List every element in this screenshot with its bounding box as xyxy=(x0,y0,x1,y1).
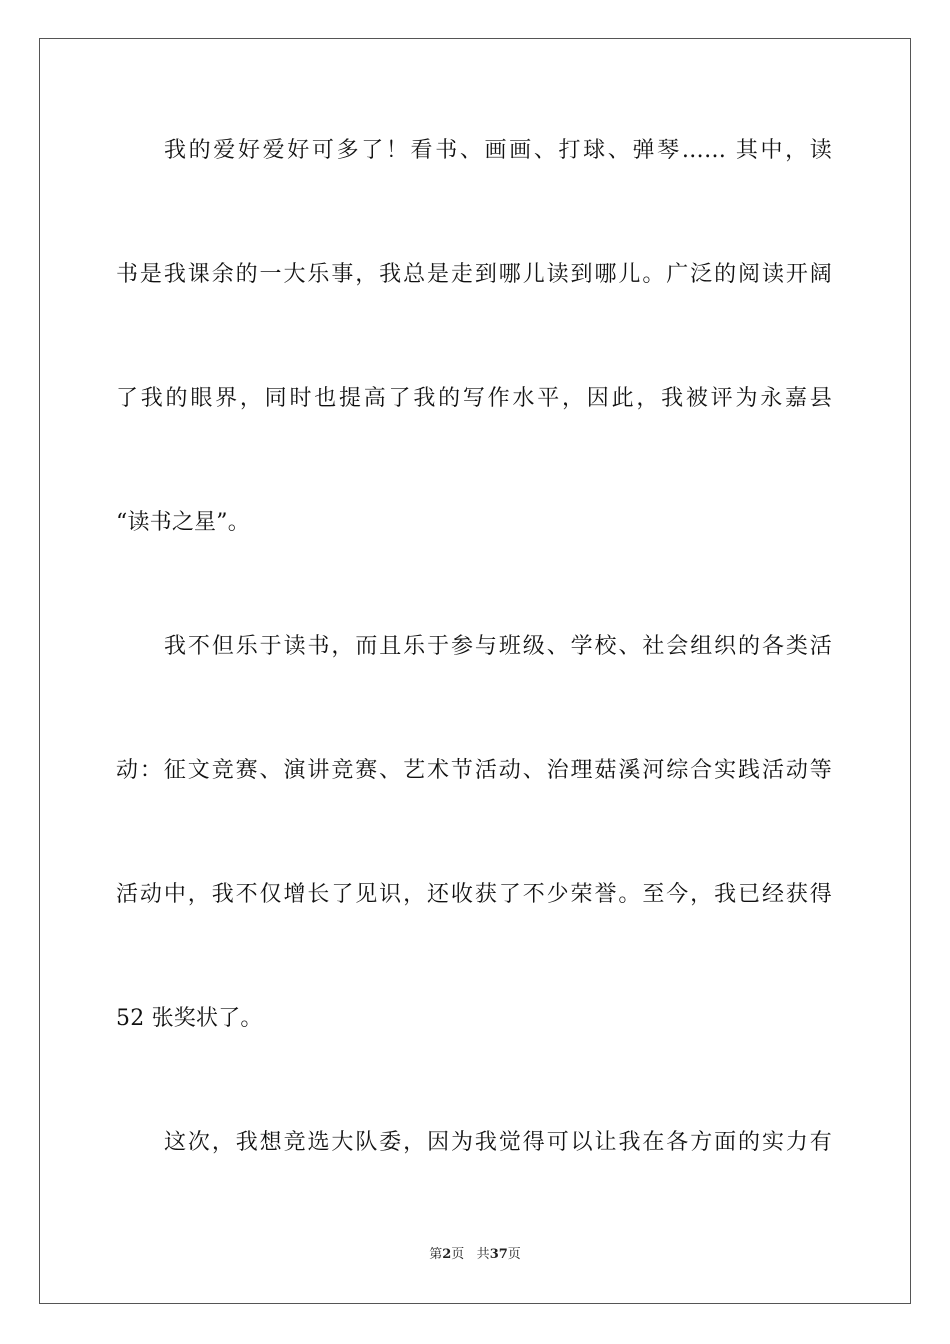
body-text-line: 我的爱好爱好可多了！看书、画画、打球、弹琴…… 其中，读 xyxy=(164,138,832,163)
total-pages: 37 xyxy=(489,1247,508,1262)
body-text-line: “读书之星”。 xyxy=(116,510,250,535)
body-text-line: 了我的眼界，同时也提高了我的写作水平，因此，我被评为永嘉县 xyxy=(116,386,832,411)
body-text-line: 动：征文竞赛、演讲竞赛、艺术节活动、治理菇溪河综合实践活动等 xyxy=(116,758,832,783)
body-text-line: 活动中，我不仅增长了见识，还收获了不少荣誉。至今，我已经获得 xyxy=(116,882,832,907)
page-number: 2 xyxy=(442,1247,452,1262)
page-footer xyxy=(0,1246,950,1264)
body-text-line: 52 张奖状了。 xyxy=(116,1006,263,1031)
body-text-line: 我不但乐于读书，而且乐于参与班级、学校、社会组织的各类活 xyxy=(164,634,832,659)
body-text-line: 这次，我想竞选大队委，因为我觉得可以让我在各方面的实力有 xyxy=(164,1130,832,1155)
total-prefix: 共 xyxy=(476,1247,490,1262)
page-prefix: 第 xyxy=(429,1247,443,1262)
page-border xyxy=(39,38,911,1304)
total-suffix: 页 xyxy=(507,1247,521,1262)
body-text-line: 书是我课余的一大乐事，我总是走到哪儿读到哪儿。广泛的阅读开阔 xyxy=(116,262,832,287)
page-suffix: 页 xyxy=(451,1247,465,1262)
